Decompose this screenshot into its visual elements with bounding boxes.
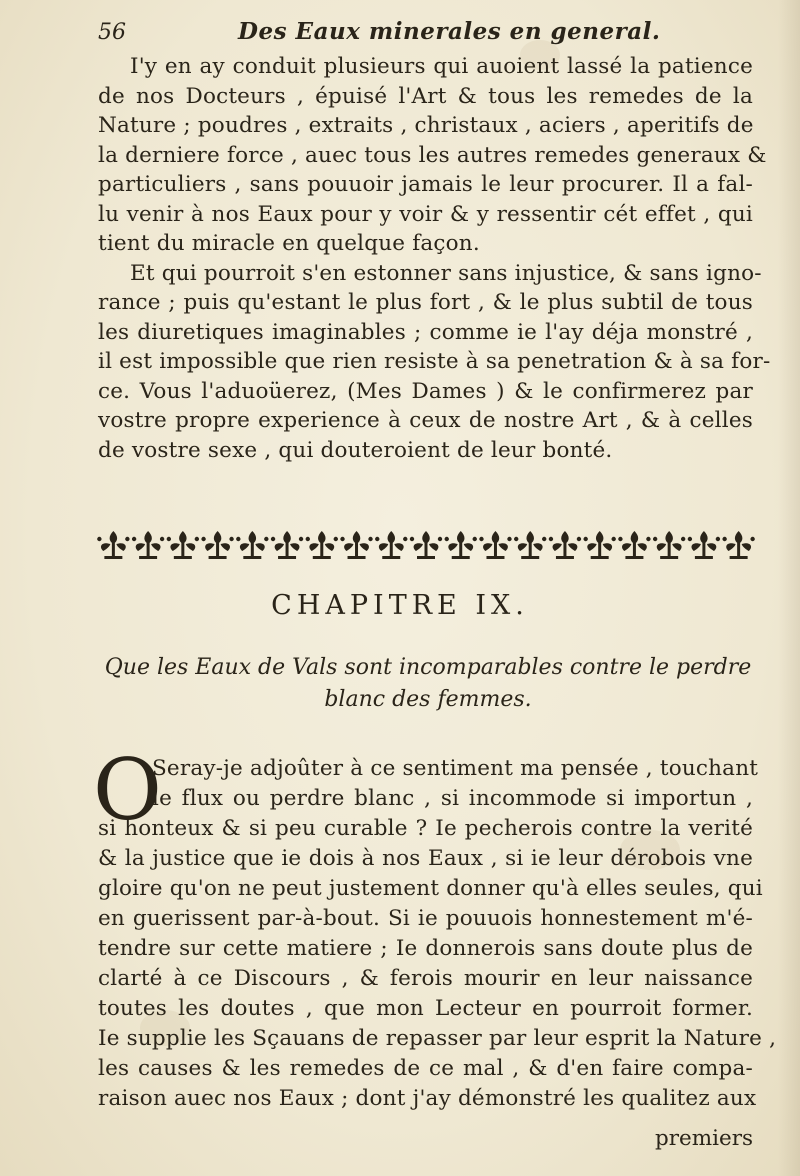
text-line: toutes les doutes , que mon Lecteur en pourroit former. [98, 996, 753, 1021]
page-header [98, 16, 738, 52]
text-line: la derniere force , auec tous les autres remedes generaux & [98, 142, 767, 168]
text-line: Ie supplie les Sçauans de repasser par leur esprit la Nature , [98, 1026, 777, 1051]
drop-cap: O [93, 741, 162, 839]
chapter-body [93, 741, 777, 1114]
text-line: Nature ; poudres , extraits , christaux , aciers , aperitifs de [98, 113, 754, 138]
fleuron-icon [306, 531, 338, 559]
fleuron-ornament-band [96, 527, 756, 563]
fleuron-icon [236, 531, 268, 559]
paragraph-2 [98, 259, 771, 466]
fleuron-icon [97, 531, 129, 559]
text-line: Et qui pourroit s'en estonner sans injustice, & sans igno- [130, 260, 762, 286]
fleuron-icon [375, 531, 407, 559]
text-line: clarté à ce Discours , & ferois mourir en leur naissance [98, 966, 753, 991]
page-number: 56 [98, 20, 126, 45]
text-line: ce. Vous l'aduoüerez, (Mes Dames ) & le confirmerez par [98, 378, 753, 404]
text-line: tient du miracle en quelque façon. [98, 231, 480, 256]
text-line: vostre propre experience à ceux de nostre Art , & à celles [98, 408, 753, 433]
fleuron-icon [201, 531, 233, 559]
chapter-subtitle-line: blanc des femmes. [324, 687, 532, 712]
text-line: I'y en ay conduit plusieurs qui auoient lassé la patience [130, 54, 753, 79]
running-title: Des Eaux minerales en general. [238, 18, 661, 45]
text-line: gloire qu'on ne peut justement donner qu'à elles seules, qui [98, 876, 763, 901]
text-line: & la justice que ie dois à nos Eaux , si ie leur dérobois vne [98, 846, 753, 871]
text-line: si honteux & si peu curable ? Ie pecherois contre la verité [98, 816, 753, 841]
text-line: rance ; puis qu'estant le plus fort , & le plus subtil de tous [98, 290, 753, 315]
text-line: les diuretiques imaginables ; comme ie l'ay déja monstré , [98, 319, 753, 345]
chapter-subtitle [98, 652, 758, 716]
fleuron-icon [132, 531, 164, 559]
text-line: de nos Docteurs , épuisé l'Art & tous les remedes de la [98, 83, 753, 109]
fleuron-icon [514, 531, 546, 559]
text-line: Seray-je adjoûter à ce sentiment ma pensée , touchant [152, 756, 759, 781]
text-line: le flux ou perdre blanc , si incommode si importun , [152, 786, 753, 811]
fleuron-icon [271, 531, 303, 559]
fleuron-icon [722, 531, 754, 559]
chapter-title: CHAPITRE IX. [271, 590, 529, 621]
body-text [98, 52, 771, 465]
fleuron-icon [479, 531, 511, 559]
fleuron-icon [549, 531, 581, 559]
text-line: il est impossible que rien resiste à sa penetration & à sa for- [98, 349, 771, 374]
fleuron-icon [445, 531, 477, 559]
text-line: particuliers , sans pouuoir jamais le leur procurer. Il a fal- [98, 172, 753, 197]
text-line: en guerissent par-à-bout. Si ie pouuois honnestement m'é- [98, 906, 753, 931]
page-gutter-shadow [778, 0, 800, 1176]
text-line: de vostre sexe , qui douteroient de leur bonté. [98, 437, 613, 463]
fleuron-ornament-icon [96, 527, 756, 563]
text-line: tendre sur cette matiere ; Ie donnerois sans doute plus de [98, 936, 753, 961]
fleuron-icon [653, 531, 685, 559]
catchword-line [98, 1124, 753, 1154]
text-line: lu venir à nos Eaux pour y voir & y ressentir cét effet , qui [98, 201, 753, 227]
paragraph-1 [98, 52, 767, 259]
fleuron-icon [583, 531, 615, 559]
fleuron-icon [618, 531, 650, 559]
text-line: raison auec nos Eaux ; dont j'ay démonstré les qualitez aux [98, 1086, 757, 1111]
chapter-subtitle-line: Que les Eaux de Vals sont incomparables contre le perdre [104, 655, 752, 680]
fleuron-icon [688, 531, 720, 559]
fleuron-icon [410, 531, 442, 559]
fleuron-icon [340, 531, 372, 559]
catchword: premiers [654, 1126, 753, 1151]
text-line: les causes & les remedes de ce mal , & d'en faire compa- [98, 1056, 753, 1081]
fleuron-icon [167, 531, 199, 559]
